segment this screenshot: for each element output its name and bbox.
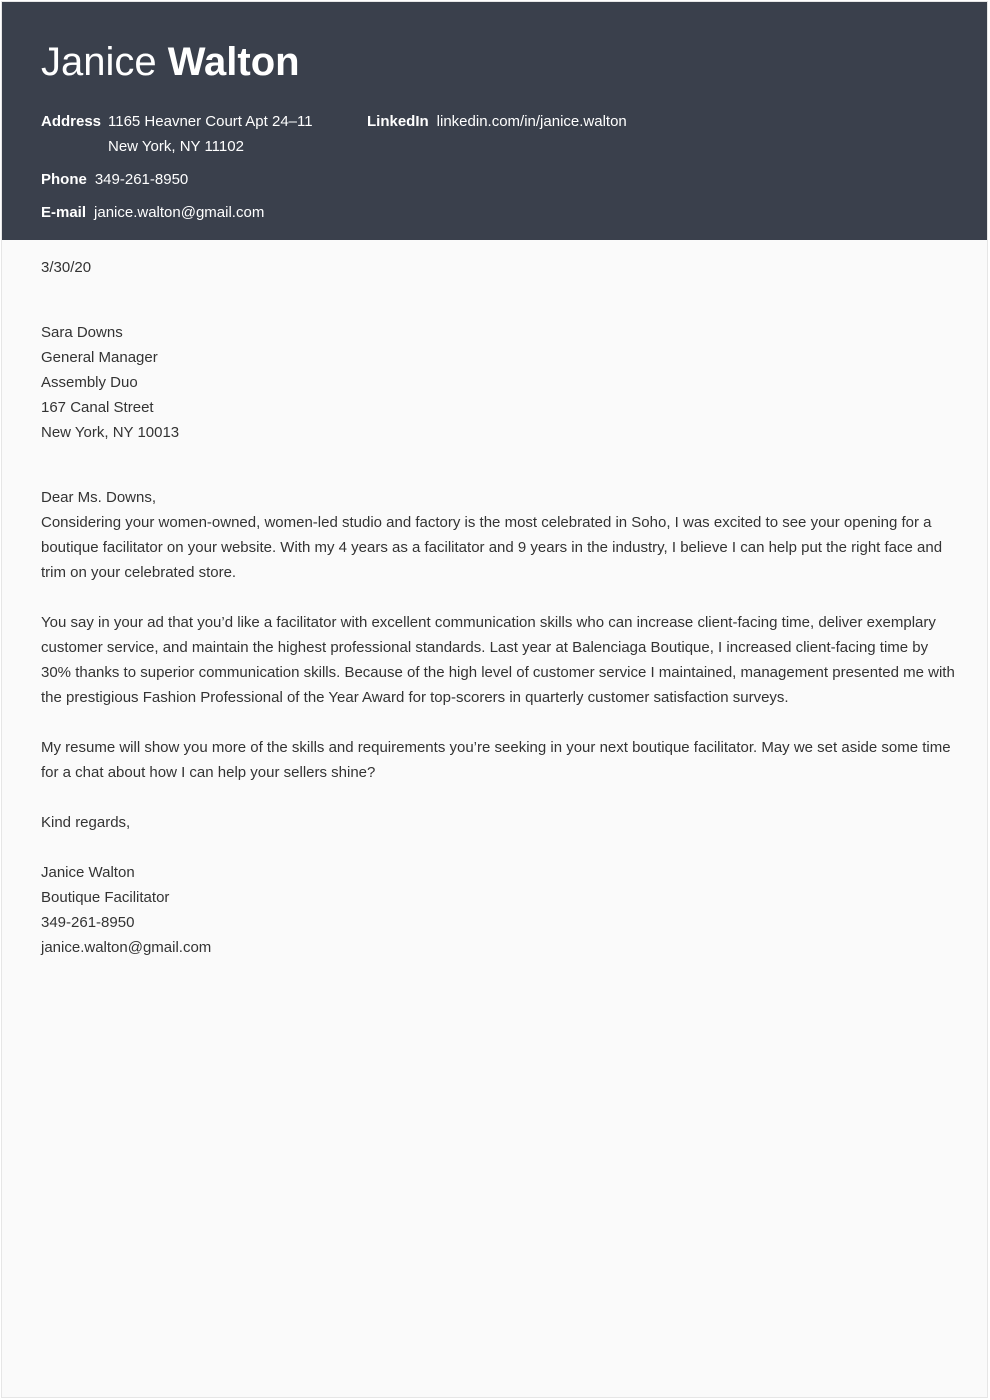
contact-address <box>41 109 313 159</box>
letter-date: 3/30/20 <box>41 259 92 276</box>
letter-header <box>2 2 988 240</box>
closing: Kind regards, <box>41 814 131 831</box>
contact-linkedin <box>367 109 627 134</box>
address-line-1: 1165 Heavner Court Apt 24–11 <box>108 113 313 130</box>
signature-block <box>41 860 956 960</box>
signature-name: Janice Walton <box>41 864 135 881</box>
email-label: E-mail <box>41 204 87 221</box>
phone-label: Phone <box>41 171 87 188</box>
linkedin-label: LinkedIn <box>367 113 429 130</box>
salutation: Dear Ms. Downs, <box>41 489 157 506</box>
linkedin-value: linkedin.com/in/janice.walton <box>436 113 627 130</box>
address-label: Address <box>41 113 102 130</box>
signature-title: Boutique Facilitator <box>41 889 170 906</box>
phone-value: 349-261-8950 <box>94 171 189 188</box>
cover-letter-page <box>1 1 988 1398</box>
signature-phone: 349-261-8950 <box>41 914 135 931</box>
recipient-company: Assembly Duo <box>41 374 138 391</box>
last-name: Walton <box>167 40 300 84</box>
recipient-title: General Manager <box>41 349 158 366</box>
recipient-block <box>41 320 956 445</box>
paragraph-3: My resume will show you more of the skills and requirements you’re seeking in your next boutique facilitator. May we set aside some time for a chat about how I can help your sellers shine? <box>41 739 951 781</box>
contact-phone <box>41 167 188 192</box>
paragraph-2: You say in your ad that you’d like a facilitator with excellent communication skills who can increase client-facing time, deliver exemplary customer service, and maintain the highest professional standards. Last year at Balenciaga Boutique, I increased client-facing time by 30% thanks to superior communication skills. Because of the high level of customer service I maintained, management presented me with the prestigious Fashion Professional of the Year Award for top-scorers in quarterly customer satisfaction surveys. <box>41 614 955 706</box>
recipient-name: Sara Downs <box>41 324 123 341</box>
letter-body <box>41 255 956 960</box>
applicant-name <box>41 38 300 86</box>
first-name: Janice <box>41 40 157 84</box>
recipient-city: New York, NY 10013 <box>41 424 180 441</box>
address-line-2: New York, NY 11102 <box>108 138 244 155</box>
paragraph-1: Considering your women-owned, women-led studio and factory is the most celebrated in Soho, I was excited to see your opening for a boutique facilitator on your website. With my 4 years as a facilitator and 9 years in the industry, I believe I can help put the right face and trim on your celebrated store. <box>41 514 943 581</box>
signature-email: janice.walton@gmail.com <box>41 939 212 956</box>
email-value: janice.walton@gmail.com <box>94 204 265 221</box>
contact-email <box>41 200 264 225</box>
recipient-street: 167 Canal Street <box>41 399 154 416</box>
address-value <box>108 109 313 159</box>
